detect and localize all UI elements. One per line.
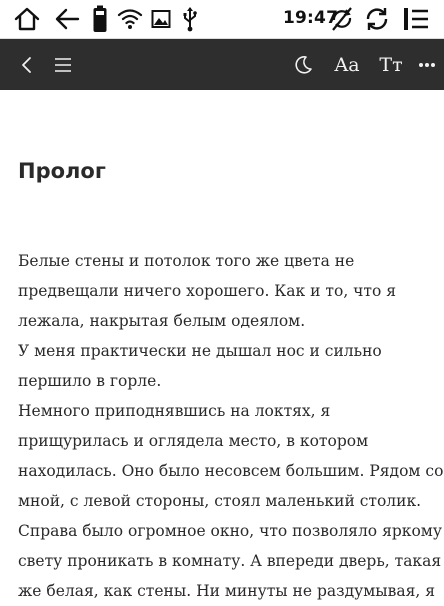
font-settings-button[interactable]: Aa <box>334 53 360 76</box>
back-chevron-icon[interactable] <box>12 39 42 90</box>
back-arrow-icon[interactable] <box>52 6 82 32</box>
text-line: прищурилась и оглядела место, в котором <box>18 432 369 450</box>
text-line: першило в горле. <box>18 372 162 390</box>
reader-toolbar <box>0 39 444 90</box>
chapter-text <box>18 246 444 606</box>
text-line: же белая, как стены. Ни минуты не раздумывая, я <box>18 582 436 600</box>
text-line: находилась. Оно было несовсем большим. Рядом со <box>18 462 444 480</box>
text-line: Немного приподнявшись на локтях, я <box>18 402 331 420</box>
more-icon[interactable] <box>414 39 440 90</box>
menu-icon[interactable] <box>401 6 431 32</box>
refresh-icon[interactable] <box>364 6 390 32</box>
text-line: Белые стены и потолок того же цвета не <box>18 252 355 270</box>
battery-icon <box>90 6 110 32</box>
usb-icon <box>180 6 200 32</box>
text-size-button[interactable]: Tт <box>379 53 403 76</box>
wifi-icon <box>116 6 144 32</box>
text-line: свету проникать в комнату. А впереди дверь, такая <box>18 552 442 570</box>
home-icon[interactable] <box>12 6 42 32</box>
text-line: Справа было огромное окно, что позволяло яркому <box>18 522 442 540</box>
image-icon <box>150 6 172 32</box>
toc-menu-icon[interactable] <box>48 39 78 90</box>
clock: 19:47 <box>283 8 339 28</box>
reading-area[interactable] <box>0 90 444 600</box>
text-line: предвещали ничего хорошего. Как и то, что я <box>18 282 397 300</box>
status-bar <box>0 0 444 39</box>
text-line: У меня практически не дышал нос и сильно <box>18 342 382 360</box>
text-line: лежала, накрытая белым одеялом. <box>18 312 306 330</box>
sync-off-icon <box>330 6 354 32</box>
night-mode-icon[interactable] <box>290 39 316 90</box>
chapter-title: Пролог <box>18 159 106 183</box>
text-line: мной, с левой стороны, стоял маленький столик. <box>18 492 422 510</box>
